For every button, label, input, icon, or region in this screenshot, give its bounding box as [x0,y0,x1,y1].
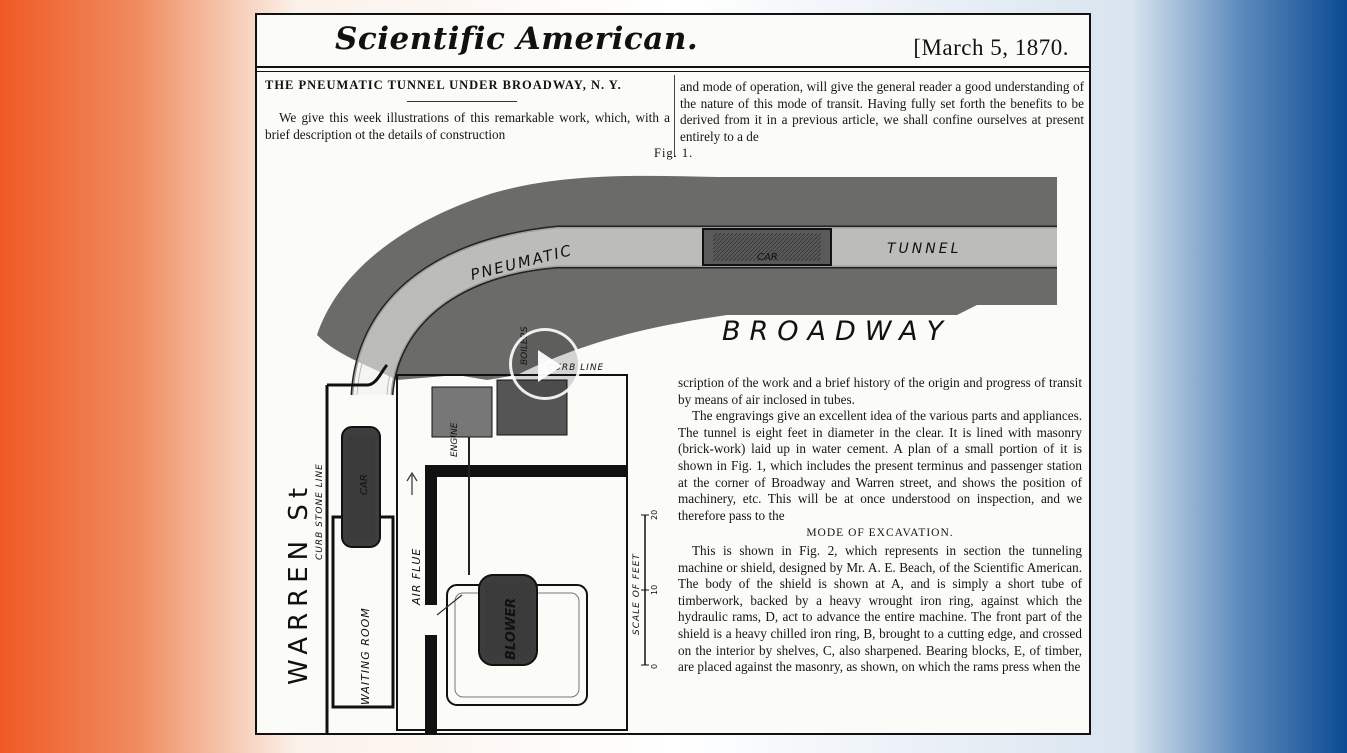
masthead-rule [257,66,1089,68]
scale-tick-0: 0 [650,663,659,669]
engine-label: ENGINE [450,422,460,457]
newspaper-page [255,13,1091,735]
article-headline: THE PNEUMATIC TUNNEL UNDER BROADWAY, N. Y. [265,78,622,92]
curb-stone-line-label: CURB STONE LINE [315,463,325,560]
curb-line-label: CURB LINE [547,363,605,373]
masthead-rule-thin [257,71,1089,72]
interior-wall [427,465,627,477]
paragraph-2: The engravings give an excellent idea of the various parts and appliances. The tunnel is eight feet in diameter in the clear. It is lined with masonry (brick-work) laid up in water cement. A plan of a small portion of it is shown in Fig. 1, which includes the present terminus and passenger station at the corner of Broadway and Warren street, and shows the position of machinery, etc. This will be at once understood on inspection, and we therefore pass to the [678,408,1082,523]
section-heading: MODE OF EXCAVATION. [806,527,954,540]
paragraph-1: scription of the work and a brief history of the origin and progress of transit by means of air inclosed in tubes. [678,375,1082,407]
engine-block [432,387,492,437]
tunnel-label: TUNNEL [887,241,962,257]
side-car-label: CAR [359,474,370,495]
masthead-date: [March 5, 1870. [913,35,1069,60]
warren-street-label: WARREN St [284,481,314,685]
air-flue-label: AIR FLUE [410,547,423,605]
paragraph-3: This is shown in Fig. 2, which represents in section the tunneling machine or shield, designed by Mr. A. E. Beach, of the Scientific American. The body of the shield is shown at A, and is simply a short tube of timberwork, backed by a heavy wrought iron ring, against which the hydraulic rams, D, act to advance the entire machine. The front part of the shield is a heavy chilled iron ring, B, brought to a cutting edge, and crossed on the interior by shelves, C, also sharpened. Bearing blocks, E, of timber, are placed against the masonry, as shown, on which the rams press when the [678,542,1082,675]
tunnel-car-label: CAR [757,252,778,263]
column-divider [674,75,675,157]
scale-tick-20: 20 [650,509,659,520]
pneumatic-label: PNEUMATIC [468,241,575,284]
article-intro-right: and mode of operation, will give the general reader a good understanding of the nature of this mode of transit. Having fully set forth the benefits to be derived from it in a previous article, we shall confine ourselves at present entirely to a de [680,79,1084,144]
article-intro-left: We give this week illustrations of this remarkable work, which, with a brief description ot the details of construction [265,110,670,142]
headline-rule [407,101,517,102]
play-button[interactable] [509,328,581,400]
blower-label: BLOWER [504,597,519,660]
masthead-title: Scientific American. [335,21,699,57]
broadway-label: BROADWAY [722,316,953,347]
waiting-room-label: WAITING ROOM [359,607,372,705]
scale-tick-10: 10 [650,584,659,595]
article-body-right [678,375,1082,676]
boilers-label: BOILERS [520,326,530,365]
figure-label: Fig. 1. [654,146,694,160]
scale-label: SCALE OF FEET [632,553,642,635]
